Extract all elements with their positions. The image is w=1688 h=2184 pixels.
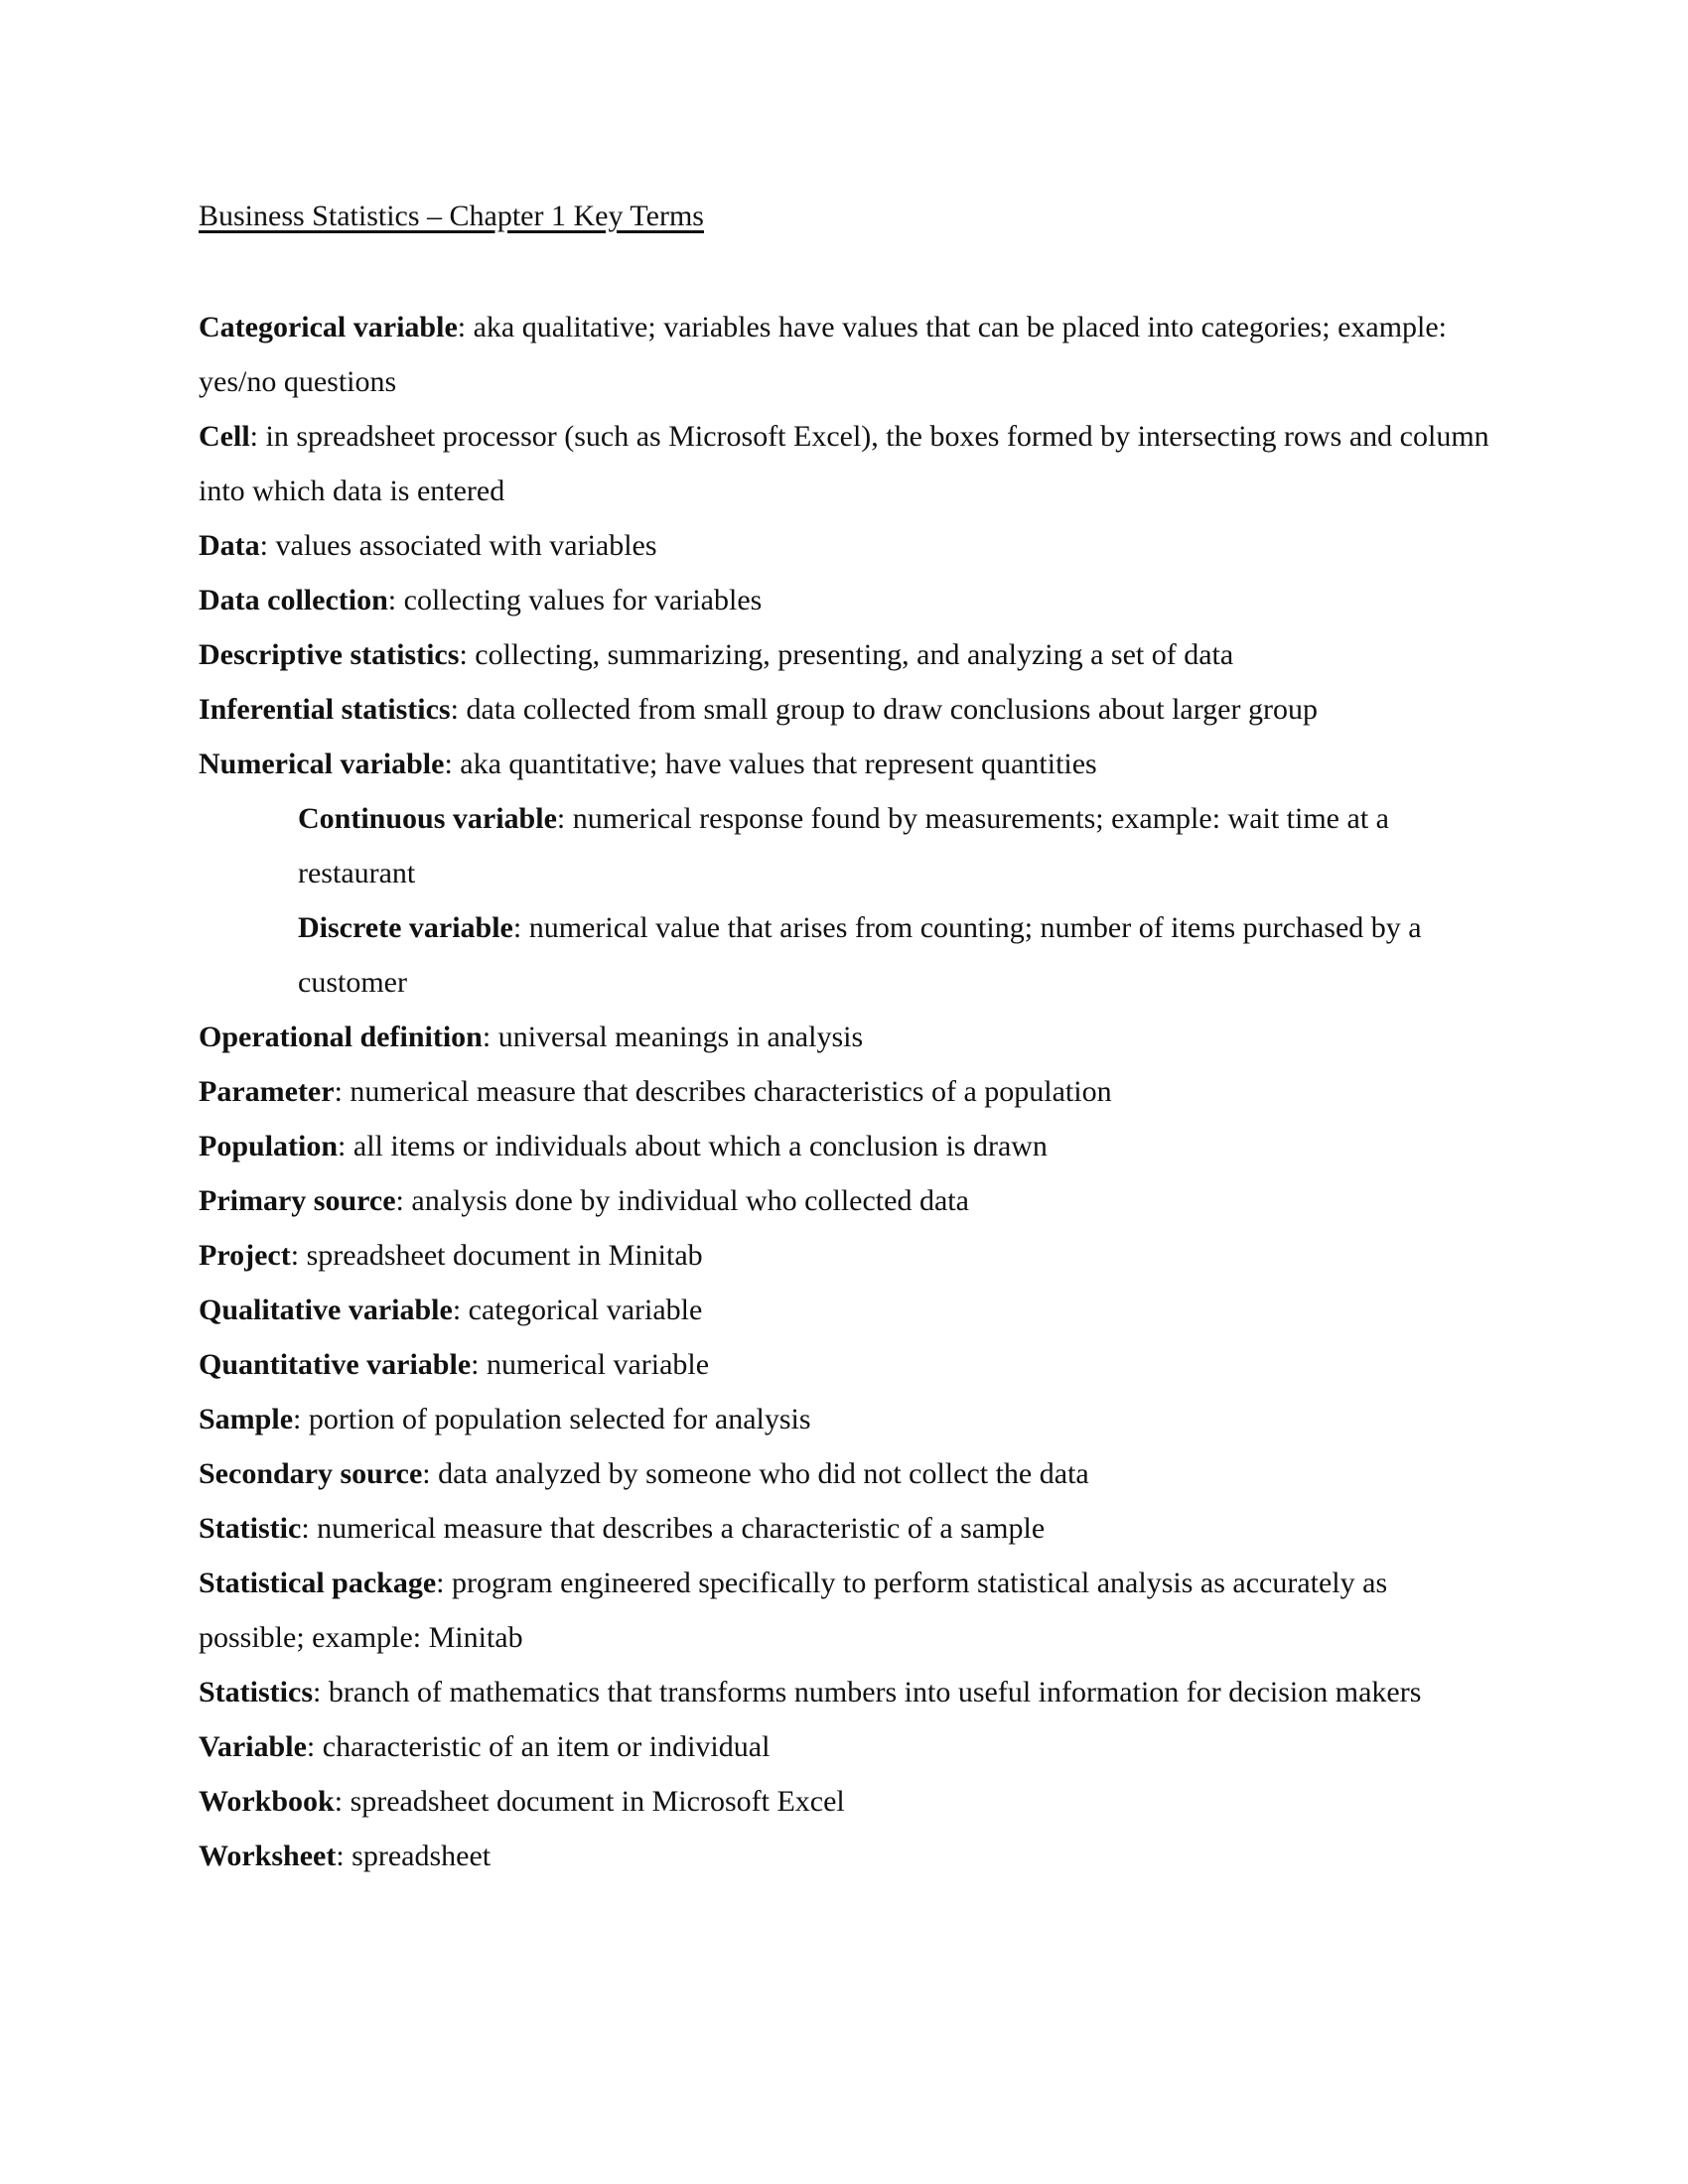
- term-definition: data collected from small group to draw conclusions about larger group: [466, 693, 1318, 726]
- term-definition: aka qualitative; variables have values that can be placed into categories; example: yes/no questions: [199, 311, 1448, 398]
- term-name: Primary source: [199, 1184, 396, 1217]
- term-name: Statistic: [199, 1512, 302, 1545]
- term-name: Secondary source: [199, 1457, 423, 1490]
- term-entry: Statistic: numerical measure that describes a characteristic of a sample: [199, 1512, 1046, 1545]
- term-entry: Secondary source: data analyzed by someone who did not collect the data: [199, 1457, 1089, 1490]
- term-name: Population: [199, 1130, 339, 1162]
- term-definition: collecting, summarizing, presenting, and analyzing a set of data: [475, 638, 1234, 671]
- term-definition: values associated with variables: [275, 529, 657, 562]
- term-entry: Parameter: numerical measure that describes characteristics of a population: [199, 1075, 1112, 1108]
- term-name: Worksheet: [199, 1840, 337, 1872]
- term-definition: numerical response found by measurements; example: wait time at a restaurant: [298, 802, 1389, 889]
- term-entry: Data: values associated with variables: [199, 529, 657, 562]
- term-definition: program engineered specifically to perform statistical analysis as accurately as possible; example: Minitab: [199, 1567, 1388, 1654]
- subterm-entry: Discrete variable: numerical value that arises from counting; number of items purchased by a customer: [298, 911, 1422, 999]
- term-definition: characteristic of an item or individual: [322, 1730, 771, 1763]
- term-name: Continuous variable: [298, 802, 557, 835]
- term-definition: numerical measure that describes characteristics of a population: [350, 1075, 1112, 1108]
- term-definition: spreadsheet: [352, 1840, 492, 1872]
- term-name: Cell: [199, 420, 250, 453]
- term-name: Workbook: [199, 1785, 335, 1818]
- term-definition: branch of mathematics that transforms numbers into useful information for decision makers: [328, 1676, 1422, 1708]
- term-definition: numerical value that arises from counting; number of items purchased by a customer: [298, 911, 1422, 999]
- term-definition: analysis done by individual who collected data: [411, 1184, 969, 1217]
- term-entry: Inferential statistics: data collected from small group to draw conclusions about larger group: [199, 693, 1318, 726]
- term-entry: Primary source: analysis done by individual who collected data: [199, 1184, 969, 1217]
- key-terms-list: [199, 300, 1489, 1883]
- term-definition: in spreadsheet processor (such as Microsoft Excel), the boxes formed by intersecting rows and column into which data is entered: [199, 420, 1489, 507]
- term-entry: Population: all items or individuals about which a conclusion is drawn: [199, 1130, 1048, 1162]
- term-name: Descriptive statistics: [199, 638, 460, 671]
- term-name: Discrete variable: [298, 911, 513, 944]
- term-entry: Workbook: spreadsheet document in Microsoft Excel: [199, 1785, 845, 1818]
- term-name: Data: [199, 529, 260, 562]
- term-name: Operational definition: [199, 1021, 483, 1053]
- term-name: Project: [199, 1239, 291, 1272]
- term-name: Statistical package: [199, 1567, 437, 1599]
- term-definition: aka quantitative; have values that represent quantities: [460, 748, 1097, 780]
- term-entry: Statistics: branch of mathematics that transforms numbers into useful information for decision makers: [199, 1676, 1422, 1708]
- document-body: [199, 195, 1489, 1883]
- term-entry: Qualitative variable: categorical variable: [199, 1294, 703, 1326]
- term-name: Qualitative variable: [199, 1294, 453, 1326]
- term-entry: Numerical variable: aka quantitative; have values that represent quantities: [199, 748, 1097, 780]
- term-definition: numerical variable: [487, 1348, 710, 1381]
- term-name: Variable: [199, 1730, 307, 1763]
- term-entry: Quantitative variable: numerical variable: [199, 1348, 710, 1381]
- term-entry: Sample: portion of population selected for analysis: [199, 1403, 811, 1435]
- term-entry: Worksheet: spreadsheet: [199, 1840, 492, 1872]
- term-definition: all items or individuals about which a conclusion is drawn: [352, 1130, 1048, 1162]
- term-name: Statistics: [199, 1676, 313, 1708]
- term-definition: spreadsheet document in Minitab: [306, 1239, 703, 1272]
- term-name: Quantitative variable: [199, 1348, 472, 1381]
- term-definition: portion of population selected for analysis: [308, 1403, 811, 1435]
- term-name: Categorical variable: [199, 311, 458, 343]
- term-entry: Categorical variable: aka qualitative; variables have values that can be placed into categories; example: yes/no questions: [199, 311, 1448, 398]
- term-entry: Project: spreadsheet document in Minitab: [199, 1239, 703, 1272]
- term-definition: categorical variable: [468, 1294, 703, 1326]
- document-title: Business Statistics – Chapter 1 Key Terms: [199, 200, 704, 232]
- term-definition: numerical measure that describes a characteristic of a sample: [317, 1512, 1046, 1545]
- term-name: Parameter: [199, 1075, 335, 1108]
- term-definition: collecting values for variables: [403, 584, 763, 616]
- term-entry: Descriptive statistics: collecting, summarizing, presenting, and analyzing a set of data: [199, 638, 1234, 671]
- term-entry: Statistical package: program engineered specifically to perform statistical analysis as accurately as possible; example: Minitab: [199, 1567, 1388, 1654]
- term-name: Numerical variable: [199, 748, 445, 780]
- term-entry: Variable: characteristic of an item or individual: [199, 1730, 771, 1763]
- term-definition: universal meanings in analysis: [497, 1021, 864, 1053]
- term-definition: spreadsheet document in Microsoft Excel: [350, 1785, 845, 1818]
- term-definition: data analyzed by someone who did not collect the data: [438, 1457, 1089, 1490]
- term-name: Sample: [199, 1403, 294, 1435]
- term-entry: Data collection: collecting values for variables: [199, 584, 763, 616]
- term-name: Inferential statistics: [199, 693, 451, 726]
- term-entry: Operational definition: universal meanings in analysis: [199, 1021, 864, 1053]
- term-name: Data collection: [199, 584, 388, 616]
- term-entry: Cell: in spreadsheet processor (such as Microsoft Excel), the boxes formed by intersecting rows and column into which data is entered: [199, 420, 1489, 507]
- subterm-entry: Continuous variable: numerical response found by measurements; example: wait time at a restaurant: [298, 802, 1389, 889]
